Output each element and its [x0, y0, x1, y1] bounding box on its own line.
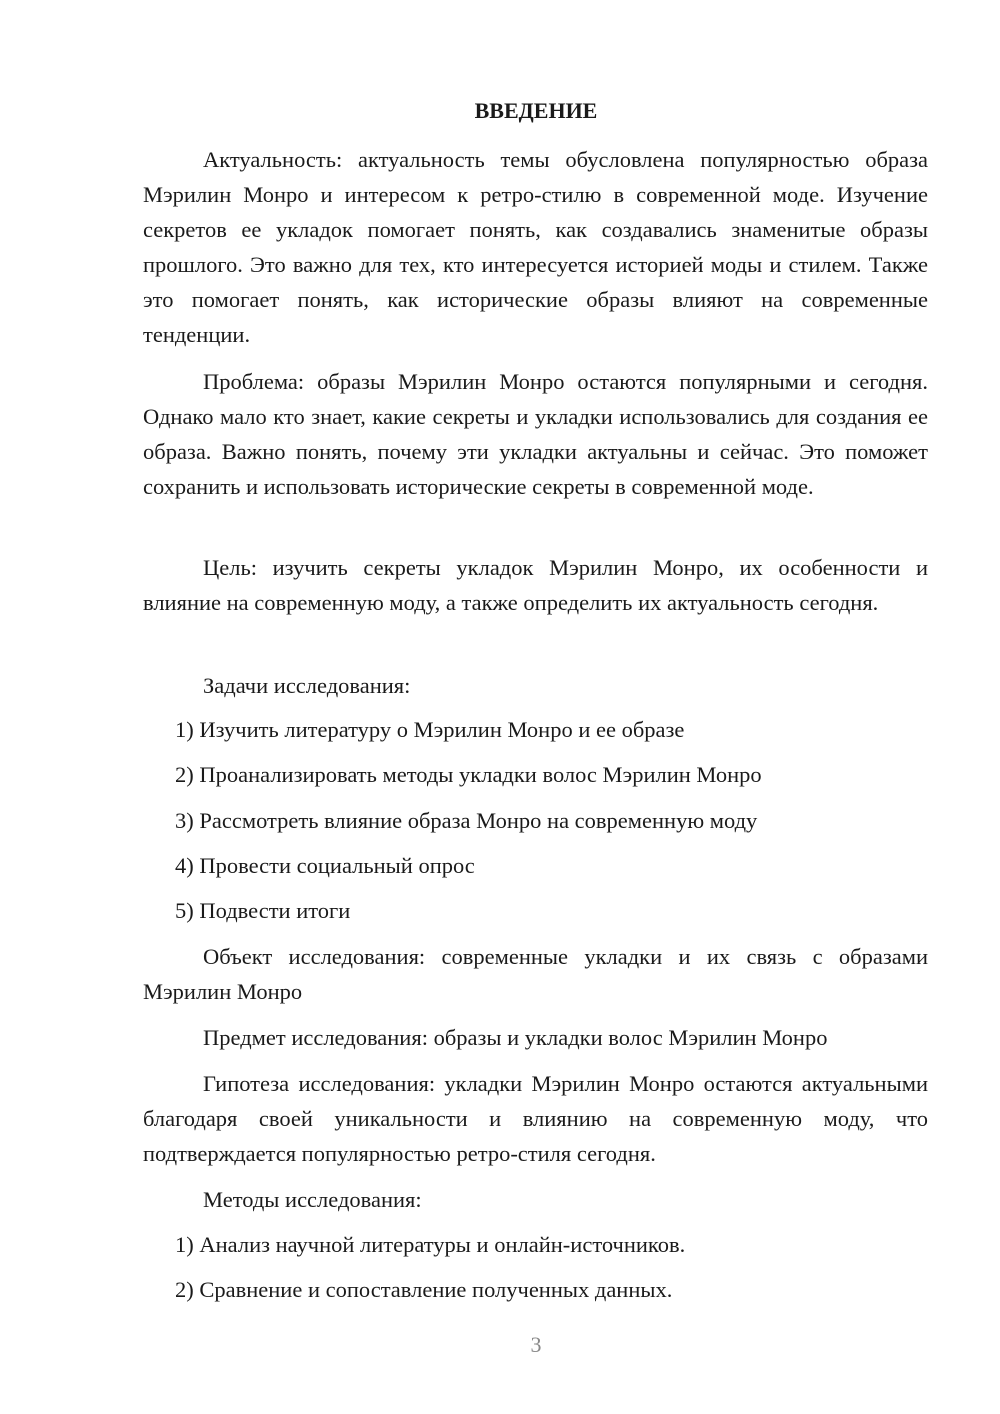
tasks-heading: Задачи исследования: — [203, 673, 411, 698]
section-title: ВВЕДЕНИЕ — [474, 98, 598, 123]
relevance-paragraph: Актуальность: актуальность темы обусловлена популярностью образа Мэрилин Монро и интересом к ретро-стилю в современной моде. Изучение секретов ее укладок помогает понять, как создавались знаменитые образы прошлого. Это важно для тех, кто интересуется историей моды и стилем. Также это помогает понять, как исторические образы влияют на современные тенденции. — [143, 147, 928, 347]
task-item: 5) Подвести итоги — [175, 898, 351, 923]
method-item: 2) Сравнение и сопоставление полученных данных. — [175, 1277, 673, 1302]
goal-paragraph: Цель: изучить секреты укладок Мэрилин Монро, их особенности и влияние на современную моду, а также определить их актуальность сегодня. — [143, 555, 928, 615]
subject-paragraph: Предмет исследования: образы и укладки волос Мэрилин Монро — [203, 1025, 828, 1050]
object-paragraph: Объект исследования: современные укладки и их связь с образами Мэрилин Монро — [143, 944, 928, 1004]
task-item: 3) Рассмотреть влияние образа Монро на современную моду — [175, 808, 758, 833]
task-item: 1) Изучить литературу о Мэрилин Монро и ее образе — [175, 717, 685, 742]
method-item: 1) Анализ научной литературы и онлайн-источников. — [175, 1232, 686, 1257]
task-item: 4) Провести социальный опрос — [175, 853, 475, 878]
methods-heading: Методы исследования: — [203, 1187, 422, 1212]
problem-paragraph: Проблема: образы Мэрилин Монро остаются популярными и сегодня. Однако мало кто знает, какие секреты и укладки использовались для создания ее образа. Важно понять, почему эти укладки актуальны и сейчас. Это поможет сохранить и использовать исторические секреты в современной моде. — [143, 369, 928, 499]
task-item: 2) Проанализировать методы укладки волос Мэрилин Монро — [175, 762, 762, 787]
hypothesis-paragraph: Гипотеза исследования: укладки Мэрилин Монро остаются актуальными благодаря своей уникальности и влиянию на современную моду, что подтверждается популярностью ретро-стиля сегодня. — [143, 1071, 928, 1166]
page-number: 3 — [530, 1332, 542, 1357]
